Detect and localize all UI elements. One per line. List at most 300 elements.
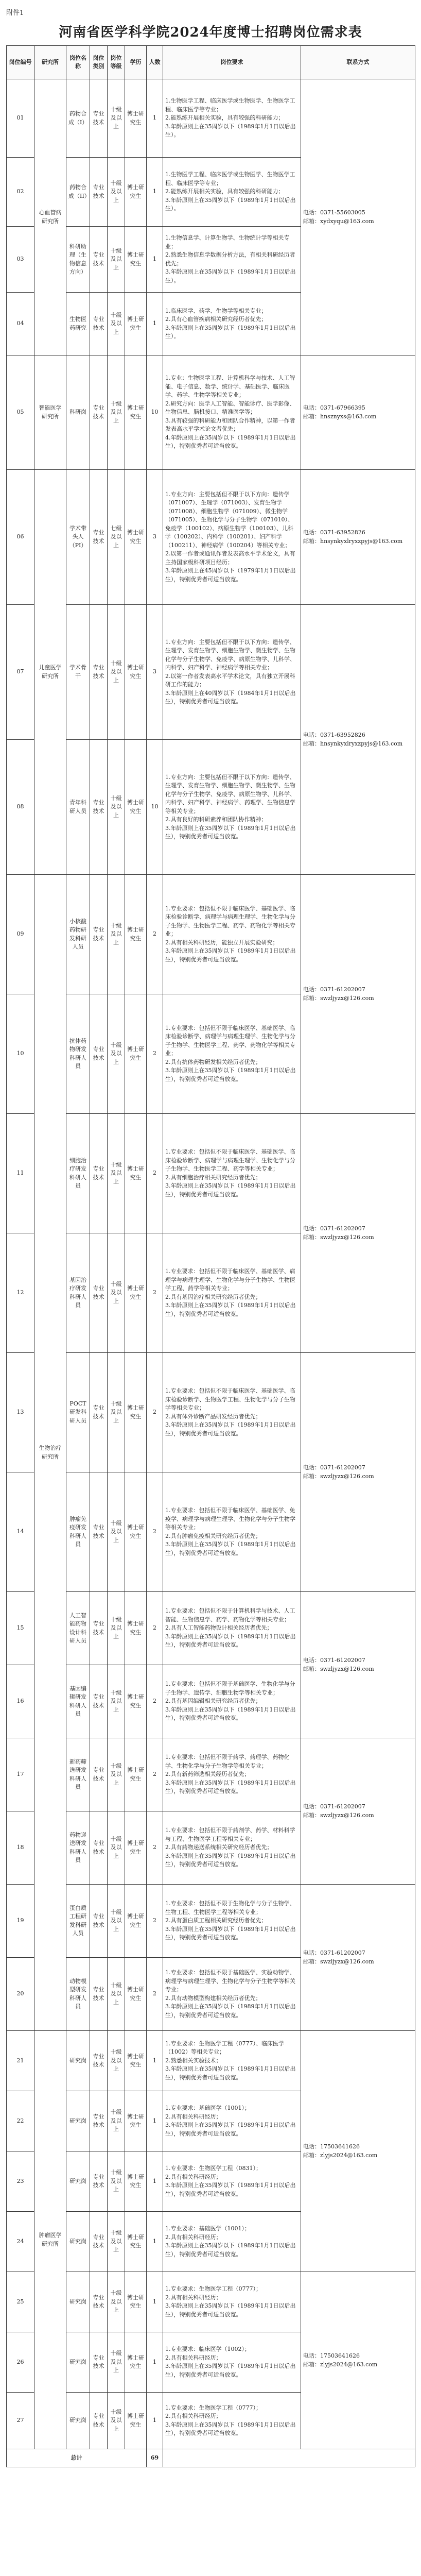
header-contact: 联系方式 [301, 46, 415, 79]
requirement-line: 2.具有相关科研经历； [165, 2233, 222, 2241]
requirement-line: 2.能熟练开展相关实验，具有较强的科研能力； [165, 114, 284, 122]
requirement-line: 1.专业方向：主要包括但不限于以下方向：遗传学、生理学、发育生物学、细胞生物学、微生物学、生物化学与分子生物学、免疫学、病原生物学、儿科学、内科学、妇产科学、神经病学等相关专业； [165, 638, 295, 671]
post-type: 专业技术 [90, 1811, 108, 1885]
requirement-line: 2.具有细胞治疗相关研究经历者优先； [165, 1174, 261, 1181]
requirement-line: 2.具有相关科研经历； [165, 2294, 222, 2301]
post-level: 十级及以上 [108, 2091, 125, 2151]
headcount: 1 [147, 2393, 163, 2449]
requirements-cell [163, 1885, 301, 1958]
requirement-line: 3.年龄原则上在35周岁以下（1989年1月1日以后出生），特别优秀者可适当放宽。 [165, 1706, 296, 1722]
requirements-cell [163, 2091, 301, 2151]
requirement-line: 2.具有基因治疗相关研究经历者优先； [165, 1293, 261, 1300]
post-type: 专业技术 [90, 2091, 108, 2151]
post-no: 09 [7, 875, 34, 994]
post-name: 动物模型研发科研人员 [66, 1958, 90, 2031]
education: 博士研究生 [125, 1472, 147, 1592]
requirement-line: 2.具有相关科研经历； [165, 2173, 222, 2180]
headcount: 2 [147, 1592, 163, 1665]
post-no: 07 [7, 605, 34, 740]
education: 博士研究生 [125, 79, 147, 158]
headcount: 2 [147, 1811, 163, 1885]
contact-cell [301, 2031, 415, 2272]
requirement-line: 2.具有蛋白质工程相关研究经历者优先； [165, 1917, 267, 1924]
requirement-line: 1.专业要求：生物医学工程（0777）； [165, 2285, 261, 2292]
requirement-line: 3.年龄原则上在35周岁以下（1989年1月1日以后出生），特别优秀者可适当放宽。 [165, 2182, 296, 2197]
headcount: 1 [147, 2091, 163, 2151]
requirement-line: 2.具有肿瘤免疫相关研究经历者优先； [165, 1532, 261, 1539]
post-name: POCT研发科研人员 [66, 1353, 90, 1472]
post-no: 02 [7, 158, 34, 227]
post-no: 19 [7, 1885, 34, 1958]
post-level: 十级及以上 [108, 1738, 125, 1811]
post-no: 24 [7, 2212, 34, 2272]
contact-email: 邮箱：hnsynkyxlryxzpyjs@163.com [303, 537, 403, 545]
post-type: 专业技术 [90, 1233, 108, 1353]
institute-cell: 肿瘤医学研究所 [34, 2031, 66, 2449]
requirement-line: 3.年龄原则上在45周岁以下（1979年1月1日以后出生），特别优秀者可适当放宽。 [165, 567, 296, 583]
headcount: 2 [147, 994, 163, 1114]
post-no: 25 [7, 2272, 34, 2332]
headcount: 10 [147, 740, 163, 875]
requirement-line: 2.具有相关科研经历，能独立开展实验研究； [165, 939, 278, 946]
post-no: 17 [7, 1738, 34, 1811]
post-type: 专业技术 [90, 1353, 108, 1472]
requirement-line: 3.年龄原则上在35周岁以下（1989年1月1日以后出生）。 [165, 324, 296, 340]
requirement-line: 3.年龄原则上在35周岁以下（1989年1月1日以后出生），特别优秀者可适当放宽。 [165, 2242, 296, 2258]
post-level: 十级及以上 [108, 2031, 125, 2091]
contact-cell [301, 1114, 415, 1353]
education: 博士研究生 [125, 1665, 147, 1738]
requirements-cell [163, 740, 301, 875]
requirement-line: 2.以第一作者或通讯作者发表高水平学术论文，具有主持国家级科研项目经历； [165, 550, 295, 566]
table-row [7, 605, 415, 740]
education: 博士研究生 [125, 1353, 147, 1472]
post-no: 21 [7, 2031, 34, 2091]
contact-email: 邮箱：xydxyqu@163.com [303, 217, 374, 225]
requirement-line: 1.专业要求：包括但不限于基础医学、实验动物学、病理学与病理生理学、生物化学与分子生物学等相关专业； [165, 1969, 295, 1993]
education: 博士研究生 [125, 875, 147, 994]
requirement-line: 1.生物医学工程、临床医学或生物医学、生物医学工程、临床医学等专业； [165, 171, 295, 187]
education: 博士研究生 [125, 1885, 147, 1958]
requirements-cell [163, 1114, 301, 1233]
headcount: 2 [147, 1738, 163, 1811]
requirements-cell [163, 227, 301, 293]
education: 博士研究生 [125, 2151, 147, 2212]
requirement-line: 3.年龄原则上在35周岁以下（1989年1月1日以后出生），特别优秀者可适当放宽。 [165, 1067, 296, 1082]
table-row [7, 1114, 415, 1233]
header-row [7, 46, 415, 79]
requirement-line: 1.专业要求：包括但不限于计算机科学与技术、人工智能、生物信息学、药学、药物化学等相关专业； [165, 1607, 295, 1623]
requirement-line: 3.年龄原则上在35周岁以下（1989年1月1日以后出生），特别优秀者可适当放宽。 [165, 1633, 296, 1649]
post-type: 专业技术 [90, 470, 108, 605]
header-post-name: 岗位名称 [66, 46, 90, 79]
post-name: 研究岗 [66, 2272, 90, 2332]
education: 博士研究生 [125, 994, 147, 1114]
education: 博士研究生 [125, 2212, 147, 2272]
education: 博士研究生 [125, 2332, 147, 2393]
education: 博士研究生 [125, 740, 147, 875]
post-level: 十级及以上 [108, 994, 125, 1114]
requirement-line: 1.专业方向：主要包括但不限于以下方向：遗传学（071007）、生理学（071003）、发育生物学（071008）、细胞生物学（071009）、微生物学（071005）、生物化学与分子生物学（071010）、免疫学（100102）、病原生物学（100103）、儿科学（100202）、内科学（100201）、妇产科学（100211）、神经病学（100204）等相关专业； [165, 490, 293, 549]
contact-phone: 电话：0371-63952826 [303, 529, 365, 536]
headcount: 1 [147, 2031, 163, 2091]
requirement-line: 3.年龄原则上在35周岁以下（1989年1月1日以后出生），特别优秀者可适当放宽。 [165, 1182, 296, 1198]
requirement-line: 2.具有新药筛选相关经历者优先； [165, 1771, 250, 1778]
post-name: 基因治疗研发科研人员 [66, 1233, 90, 1353]
education: 博士研究生 [125, 2031, 147, 2091]
headcount: 1 [147, 2332, 163, 2393]
post-type: 专业技术 [90, 1472, 108, 1592]
requirement-line: 2.熟悉生物信息学数据分析方法，有相关科研经历者优先； [165, 251, 295, 267]
post-no: 23 [7, 2151, 34, 2212]
headcount: 1 [147, 2212, 163, 2272]
total-row [7, 2449, 415, 2467]
post-name: 研究岗 [66, 2151, 90, 2212]
post-no: 20 [7, 1958, 34, 2031]
post-no: 26 [7, 2332, 34, 2393]
post-type: 专业技术 [90, 158, 108, 227]
header-institute: 研究所 [34, 46, 66, 79]
post-type: 专业技术 [90, 2393, 108, 2449]
post-name: 科研岗 [66, 355, 90, 470]
education: 博士研究生 [125, 470, 147, 605]
post-level: 十级及以上 [108, 1353, 125, 1472]
post-level: 十级及以上 [108, 1811, 125, 1885]
contact-cell [301, 875, 415, 1114]
contact-email: 邮箱：swzljyzx@126.com [303, 1665, 374, 1672]
education: 博士研究生 [125, 605, 147, 740]
post-level: 十级及以上 [108, 1114, 125, 1233]
requirement-line: 3.年龄原则上在40周岁以下（1984年1月1日以后出生），特别优秀者可适当放宽。 [165, 689, 296, 705]
requirements-cell [163, 1233, 301, 1353]
requirement-line: 1.专业要求：包括但不限于临床医学、基础医学、病理学与病理生理学、生物化学与分子生物学、生物医学工程、药学等相关专业； [165, 1268, 295, 1292]
requirements-cell [163, 2332, 301, 2393]
headcount: 2 [147, 1472, 163, 1592]
requirement-line: 2.具有相关科研经历； [165, 2113, 222, 2120]
post-type: 专业技术 [90, 2031, 108, 2091]
requirement-line: 3.年龄原则上在35周岁以下（1989年1月1日以后出生），特别优秀者可适当放宽。 [165, 947, 296, 963]
requirements-cell [163, 470, 301, 605]
contact-phone: 电话：0371-61202007 [303, 1464, 365, 1471]
table-row [7, 1592, 415, 1665]
post-name: 科研助理（生物信息方向） [66, 227, 90, 293]
table-row [7, 1738, 415, 1811]
requirement-line: 3.年龄原则上在35周岁以下（1989年1月1日以后出生）。 [165, 123, 296, 139]
table-row [7, 470, 415, 605]
requirements-cell [163, 875, 301, 994]
post-type: 专业技术 [90, 1738, 108, 1811]
institute-cell: 儿童医学研究所 [34, 470, 66, 875]
contact-cell [301, 605, 415, 875]
headcount: 2 [147, 1353, 163, 1472]
post-type: 专业技术 [90, 355, 108, 470]
post-type: 专业技术 [90, 79, 108, 158]
education: 博士研究生 [125, 2091, 147, 2151]
requirement-line: 2.以第一作者发表高水平学术论文，具有独立开展科研工作的能力； [165, 672, 295, 688]
post-type: 专业技术 [90, 994, 108, 1114]
post-level: 十级及以上 [108, 79, 125, 158]
requirements-cell [163, 1592, 301, 1665]
requirement-line: 3.年龄原则上在35周岁以下（1989年1月1日以后出生），特别优秀者可适当放宽。 [165, 2065, 296, 2081]
education: 博士研究生 [125, 2272, 147, 2332]
post-type: 专业技术 [90, 227, 108, 293]
contact-email: 邮箱：swzljyzx@126.com [303, 1958, 374, 1965]
attachment-label: 附件1 [6, 9, 24, 17]
headcount: 3 [147, 470, 163, 605]
requirement-line: 3.年龄原则上在35周岁以下（1989年1月1日以后出生），特别优秀者可适当放宽。 [165, 1541, 296, 1556]
post-level: 十级及以上 [108, 2332, 125, 2393]
post-name: 研究岗 [66, 2393, 90, 2449]
post-level: 十级及以上 [108, 2272, 125, 2332]
requirement-line: 2.具有基因编辑相关研究经历者优先； [165, 1698, 261, 1705]
post-name: 研究岗 [66, 2212, 90, 2272]
contact-cell [301, 1592, 415, 1738]
requirement-line: 1.专业要求：生物医学工程（0777）； [165, 2404, 261, 2411]
education: 博士研究生 [125, 293, 147, 355]
post-name: 人工智能药物设计科研人员 [66, 1592, 90, 1665]
post-type: 专业技术 [90, 293, 108, 355]
post-no: 14 [7, 1472, 34, 1592]
requirement-line: 2.具有药物递送系统相关研究经历者优先； [165, 1844, 273, 1851]
post-no: 22 [7, 2091, 34, 2151]
post-level: 十级及以上 [108, 1885, 125, 1958]
requirement-line: 3.年龄原则上在35周岁以下（1989年1月1日以后出生）。 [165, 268, 296, 284]
post-level: 十级及以上 [108, 605, 125, 740]
headcount: 2 [147, 1233, 163, 1353]
requirement-line: 1.生物医学工程、临床医学或生物医学、生物医学工程、临床医学等专业； [165, 97, 295, 113]
requirement-line: 1.专业要求：包括但不限于药剂学、药学、材料科学与工程、生物医学工程等相关专业； [165, 1827, 295, 1842]
post-name: 学术骨干 [66, 605, 90, 740]
contact-email: 邮箱：swzljyzx@126.com [303, 1233, 374, 1241]
requirement-line: 2.具有相关科研经历； [165, 2354, 222, 2361]
post-name: 生物医药研究 [66, 293, 90, 355]
post-name: 蛋白质工程研发科研人员 [66, 1885, 90, 1958]
post-name: 学术带头人（PI） [66, 470, 90, 605]
post-name: 基因编辑研发科研人员 [66, 1665, 90, 1738]
contact-cell [301, 470, 415, 605]
requirements-cell [163, 1665, 301, 1738]
post-no: 16 [7, 1665, 34, 1738]
header-education: 学历 [125, 46, 147, 79]
contact-phone: 电话：17503641626 [303, 2143, 360, 2150]
contact-cell [301, 355, 415, 470]
header-post-no: 岗位编号 [7, 46, 34, 79]
post-type: 专业技术 [90, 1958, 108, 2031]
education: 博士研究生 [125, 1114, 147, 1233]
post-level: 十级及以上 [108, 740, 125, 875]
post-level: 十级及以上 [108, 355, 125, 470]
post-name: 研究岗 [66, 2332, 90, 2393]
headcount: 2 [147, 875, 163, 994]
post-name: 肿瘤免疫研发科研人员 [66, 1472, 90, 1592]
post-no: 18 [7, 1811, 34, 1885]
requirement-line: 3.年龄原则上在35周岁以下（1989年1月1日以后出生），特别优秀者可适当放宽。 [165, 2003, 296, 2019]
requirements-cell [163, 2031, 301, 2091]
requirement-line: 1.专业要求：基础医学（1001）； [165, 2105, 250, 2111]
post-type: 专业技术 [90, 1665, 108, 1738]
requirements-cell [163, 2393, 301, 2449]
requirements-cell [163, 605, 301, 740]
total-count: 69 [147, 2449, 163, 2467]
institute-cell: 智能医学研究所 [34, 355, 66, 470]
requirements-cell [163, 1958, 301, 2031]
post-type: 专业技术 [90, 2151, 108, 2212]
requirement-line: 1.专业要求：包括但不限于临床医学、基础医学、免疫学、病理学与病理生理学、生物化学与分子生物学等相关专业； [165, 1507, 295, 1531]
page-title: 河南省医学科学院2024年度博士招聘岗位需求表 [59, 25, 362, 40]
headcount: 10 [147, 355, 163, 470]
contact-email: 邮箱：zlyjs2024@163.com [303, 2361, 378, 2368]
requirement-line: 3.年龄原则上在35周岁以下（1989年1月1日以后出生），特别优秀者可适当放宽。 [165, 2421, 296, 2436]
contact-cell [301, 1885, 415, 2031]
headcount: 1 [147, 293, 163, 355]
education: 博士研究生 [125, 2393, 147, 2449]
institute-cell: 生物治疗研究所 [34, 875, 66, 2031]
post-no: 15 [7, 1592, 34, 1665]
post-no: 03 [7, 227, 34, 293]
requirement-line: 1.临床医学、药学、生物学等相关专业； [165, 307, 267, 314]
header-post-type: 岗位类别 [90, 46, 108, 79]
headcount: 1 [147, 158, 163, 227]
table-row [7, 875, 415, 994]
requirements-cell [163, 293, 301, 355]
requirement-line: 3.年龄原则上在35周岁以下（1989年1月1日以后出生），特别优秀者可适当放宽。 [165, 1302, 296, 1317]
contact-email: 邮箱：hnsznyxs@163.com [303, 413, 377, 420]
contact-email: 邮箱：hnsynkyxlryxzpyjs@163.com [303, 740, 403, 747]
post-type: 专业技术 [90, 1592, 108, 1665]
requirement-line: 3.年龄原则上在35周岁以下（1989年1月1日以后出生），特别优秀者可适当放宽。 [165, 2363, 296, 2378]
post-level: 十级及以上 [108, 227, 125, 293]
headcount: 1 [147, 2272, 163, 2332]
contact-cell [301, 2272, 415, 2449]
requirement-line: 3.年龄原则上在35周岁以下（1989年1月1日以后出生），特别优秀者可适当放宽。 [165, 1925, 296, 1941]
contact-email: 邮箱：swzljyzx@126.com [303, 994, 374, 1002]
post-type: 专业技术 [90, 1114, 108, 1233]
requirement-line: 3.年龄原则上在35周岁以下（1989年1月1日以后出生），特别优秀者可适当放宽。 [165, 1421, 296, 1437]
requirements-cell [163, 2212, 301, 2272]
contact-email: 邮箱：swzljyzx@126.com [303, 1811, 374, 1819]
table-row [7, 355, 415, 470]
contact-cell [301, 79, 415, 355]
post-level: 十级及以上 [108, 875, 125, 994]
post-name: 药物合成（II） [66, 158, 90, 227]
requirement-line: 1.专业要求：包括但不限于生物化学与分子生物学、生物工程、生物医学工程等相关专业； [165, 1900, 295, 1916]
post-name: 药物递送研发科研人员 [66, 1811, 90, 1885]
headcount: 2 [147, 1958, 163, 2031]
requirement-line: 2.具有动物模型构建相关经历者优先； [165, 1994, 261, 2002]
post-name: 研究岗 [66, 2091, 90, 2151]
post-type: 专业技术 [90, 875, 108, 994]
post-no: 05 [7, 355, 34, 470]
requirement-line: 2.具有良好的科研素养和团队协作精神； [165, 816, 267, 823]
post-name: 细胞治疗研发科研人员 [66, 1114, 90, 1233]
requirement-line: 1.专业要求：包括但不限于临床医学、基础医学、临床检验诊断学、病理学与病理生理学、生物化学与分子生物学、生物医学工程、药学等相关专业； [165, 1148, 295, 1172]
education: 博士研究生 [125, 1233, 147, 1353]
requirement-line: 1.生物信息学、计算生物学、生物统计学等相关专业； [165, 234, 290, 250]
post-name: 小核酸药物研发科研人员 [66, 875, 90, 994]
requirement-line: 2.研究方向：医学人工智能、智能诊疗、医学影像、生物信息、脑机接口、精准医学等； [165, 400, 295, 416]
header-post-level: 岗位等级 [108, 46, 125, 79]
table-body [7, 79, 415, 2467]
requirement-line: 2.能熟练开展相关实验，具有较强的科研能力； [165, 188, 284, 195]
requirement-line: 1.专业要求：临床医学（1002）； [165, 2346, 250, 2352]
post-name: 抗体药物研发科研人员 [66, 994, 90, 1114]
contact-phone: 电话：0371-61202007 [303, 1225, 365, 1232]
headcount: 1 [147, 2151, 163, 2212]
post-level: 十级及以上 [108, 1472, 125, 1592]
post-level: 十级及以上 [108, 293, 125, 355]
requirement-line: 4.年龄原则上在35周岁以下（1989年1月1日以后出生），特别优秀者可适当放宽。 [165, 434, 296, 450]
post-level: 七级及以上 [108, 470, 125, 605]
requirements-cell [163, 1738, 301, 1811]
requirement-line: 2.具有抗体药物研发相关经历者优先； [165, 1058, 261, 1065]
table-row [7, 1885, 415, 1958]
headcount: 3 [147, 605, 163, 740]
requirement-line: 3.具有较强的科研能力和团队合作精神，以第一作者发表高水平学术论文者优先； [165, 417, 295, 433]
requirements-cell [163, 1472, 301, 1592]
requirement-line: 1.专业要求：包括但不限于药学、药理学、药物化学、生物化学与分子生物学等相关专业； [165, 1754, 290, 1769]
requirements-cell [163, 1811, 301, 1885]
post-level: 十级及以上 [108, 1958, 125, 2031]
post-no: 01 [7, 79, 34, 158]
table-row [7, 2272, 415, 2332]
requirement-line: 2.熟悉相关实验技术； [165, 2057, 222, 2064]
education: 博士研究生 [125, 1592, 147, 1665]
headcount: 2 [147, 1665, 163, 1738]
education: 博士研究生 [125, 1958, 147, 2031]
requirement-line: 1.专业要求：基础医学（1001）； [165, 2225, 250, 2232]
post-level: 十级及以上 [108, 1592, 125, 1665]
post-level: 十级及以上 [108, 1665, 125, 1738]
contact-phone: 电话：0371-61202007 [303, 1803, 365, 1810]
total-label: 总计 [7, 2449, 147, 2467]
requirement-line: 3.年龄原则上在35周岁以下（1989年1月1日以后出生），特别优秀者可适当放宽。 [165, 2122, 296, 2137]
table-row [7, 2031, 415, 2091]
header-requirements: 岗位要求 [163, 46, 301, 79]
contact-phone: 电话：0371-67966395 [303, 404, 365, 411]
headcount: 2 [147, 1885, 163, 1958]
contact-email: 邮箱：swzljyzx@126.com [303, 1472, 374, 1480]
post-type: 专业技术 [90, 2332, 108, 2393]
contact-phone: 电话：0371-55603005 [303, 209, 365, 216]
requirement-line: 3.年龄原则上在35周岁以下（1989年1月1日以后出生），特别优秀者可适当放宽。 [165, 1852, 296, 1868]
contact-phone: 电话：0371-61202007 [303, 1657, 365, 1664]
contact-phone: 电话：0371-61202007 [303, 986, 365, 993]
post-no: 10 [7, 994, 34, 1114]
post-level: 十级及以上 [108, 1233, 125, 1353]
education: 博士研究生 [125, 227, 147, 293]
post-no: 04 [7, 293, 34, 355]
post-level: 十级及以上 [108, 2212, 125, 2272]
requirements-cell [163, 355, 301, 470]
post-type: 专业技术 [90, 605, 108, 740]
requirement-line: 1.专业要求：包括但不限于临床医学、基础医学、临床检验诊断学、病理学与病理生理学、生物化学与分子生物学、生物医学工程、药学、药物化学等相关专业； [165, 1024, 295, 1057]
requirement-line: 1.专业要求：生物医学工程（0831）； [165, 2165, 261, 2172]
requirement-line: 3.年龄原则上在35周岁以下（1989年1月1日以后出生），特别优秀者可适当放宽。 [165, 824, 296, 840]
post-name: 青年科研人员 [66, 740, 90, 875]
post-no: 06 [7, 470, 34, 605]
requirement-line: 2.具有体外诊断产品研发经历者优先； [165, 1413, 261, 1420]
requirements-cell [163, 2272, 301, 2332]
education: 博士研究生 [125, 355, 147, 470]
table-row [7, 1353, 415, 1472]
post-name: 研究岗 [66, 2031, 90, 2091]
post-no: 12 [7, 1233, 34, 1353]
education: 博士研究生 [125, 158, 147, 227]
requirement-line: 1.专业：生物医学工程、计算机科学与技术、人工智能、电子信息、数学、统计学、基础医学、临床医学、药学、生物学等相关专业； [165, 375, 295, 399]
requirement-line: 1.专业要求：包括但不限于基础医学、生物化学与分子生物学、遗传学、细胞生物学等相关专业； [165, 1681, 295, 1696]
institute-cell: 心血管病研究所 [34, 79, 66, 355]
header-count: 人数 [147, 46, 163, 79]
